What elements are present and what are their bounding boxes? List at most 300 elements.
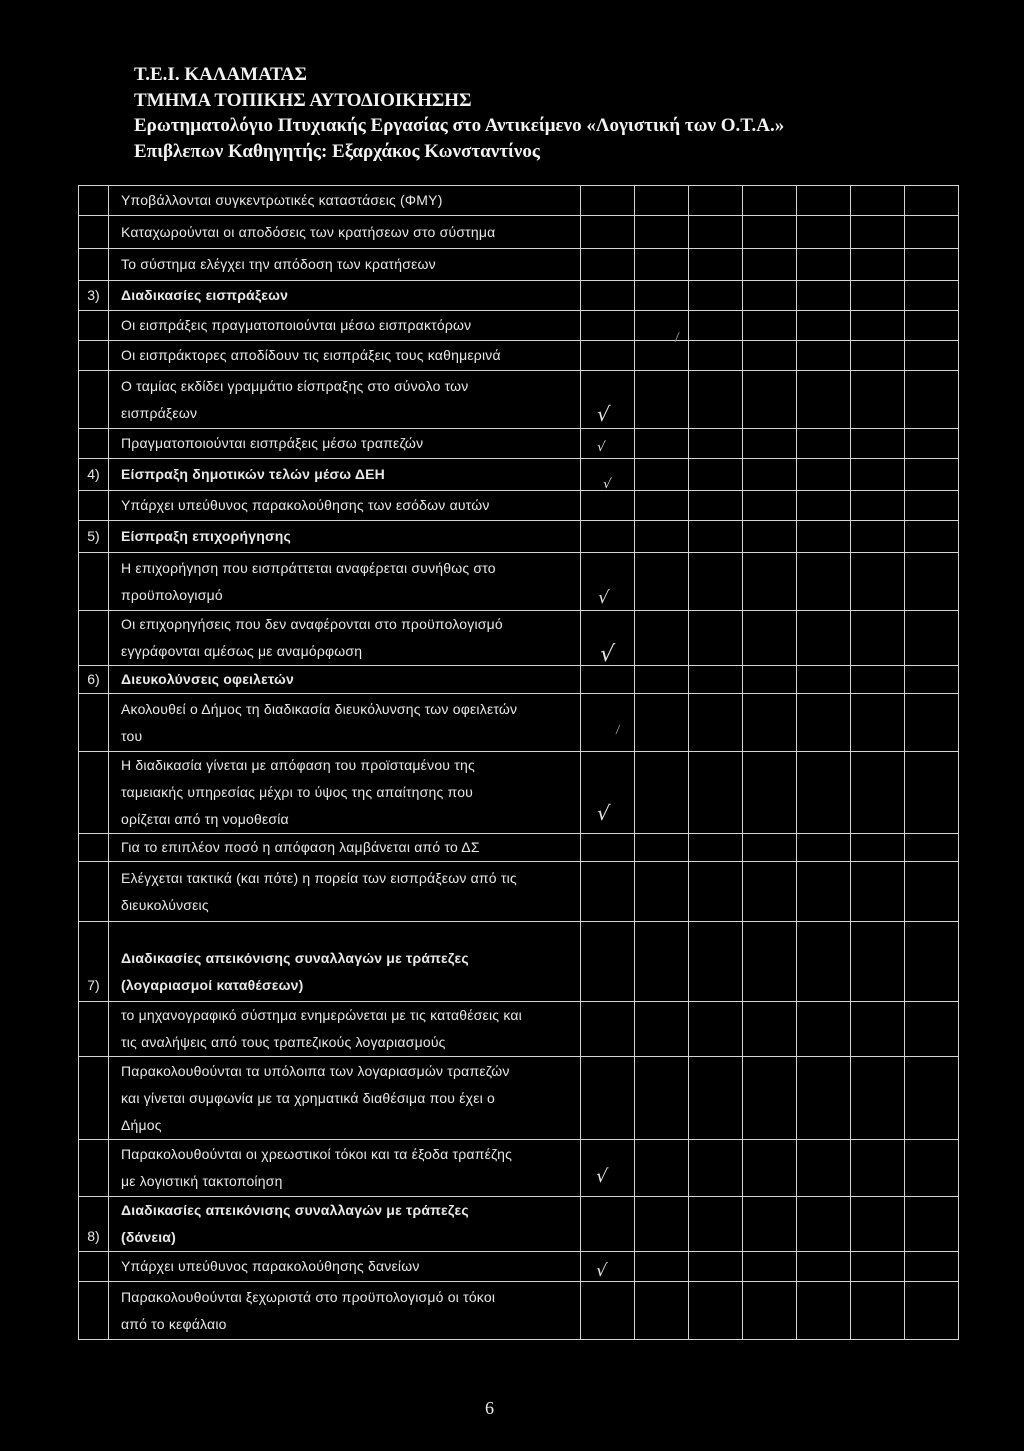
answer-cell	[689, 249, 743, 281]
answer-cell	[581, 429, 635, 459]
answer-cell	[851, 834, 905, 862]
department-name: ΤΜΗΜΑ ΤΟΠΙΚΗΣ ΑΥΤΟΔΙΟΙΚΗΣΗΣ	[134, 89, 472, 111]
section-number-cell	[79, 553, 109, 611]
answer-cell	[635, 666, 689, 694]
answer-cell	[689, 1140, 743, 1197]
questionnaire-table	[78, 185, 959, 1340]
answer-cell	[743, 834, 797, 862]
answer-cell	[689, 666, 743, 694]
answer-cell	[905, 1252, 959, 1282]
answer-cell	[743, 1197, 797, 1252]
answer-cell	[905, 371, 959, 429]
table-row	[79, 1282, 959, 1340]
answer-cell	[851, 1002, 905, 1057]
question-text	[109, 371, 581, 429]
question-text-line: ορίζεται από τη νομοθεσία	[121, 811, 289, 827]
answer-cell	[851, 371, 905, 429]
answer-cell	[797, 1252, 851, 1282]
answer-cell	[851, 1140, 905, 1197]
answer-cell	[851, 491, 905, 521]
answer-cell	[581, 862, 635, 922]
answer-cell	[797, 666, 851, 694]
answer-cell	[851, 666, 905, 694]
question-text-line: προϋπολογισμό	[121, 586, 223, 603]
table-row	[79, 553, 959, 611]
answer-cell	[797, 1140, 851, 1197]
answer-cell	[905, 491, 959, 521]
question-text-line: Υπάρχει υπεύθυνος παρακολούθησης δανείων	[121, 1258, 420, 1274]
answer-cell	[689, 459, 743, 491]
section-title-line: (δάνεια)	[121, 1229, 176, 1245]
answer-cell	[635, 459, 689, 491]
question-text-line: Παρακολουθούνται τα υπόλοιπα των λογαριασμών τραπεζών	[121, 1062, 510, 1079]
section-title-line: Είσπραξη επιχορήγησης	[121, 528, 291, 544]
section-title	[109, 666, 581, 694]
answer-cell	[581, 694, 635, 752]
question-text	[109, 249, 581, 281]
check-mark: /	[615, 722, 621, 736]
answer-cell	[689, 429, 743, 459]
answer-cell	[581, 371, 635, 429]
answer-cell	[851, 1252, 905, 1282]
answer-cell	[905, 666, 959, 694]
answer-cell	[689, 216, 743, 249]
questionnaire-body	[79, 186, 959, 1340]
answer-cell	[689, 922, 743, 1002]
question-text	[109, 1057, 581, 1140]
answer-cell	[905, 281, 959, 311]
answer-cell	[581, 1197, 635, 1252]
question-text-line: Πραγματοποιούνται εισπράξεις μέσω τραπεζών	[121, 435, 424, 451]
answer-cell	[851, 1057, 905, 1140]
section-number-cell	[79, 834, 109, 862]
question-text-line: τις αναλήψεις από τους τραπεζικούς λογαριασμούς	[121, 1034, 446, 1050]
answer-cell	[635, 1140, 689, 1197]
question-text-line: ταμειακής υπηρεσίας μέχρι το ύψος της απαίτησης που	[121, 784, 474, 800]
answer-cell	[581, 341, 635, 371]
question-text	[109, 1140, 581, 1197]
answer-cell	[905, 459, 959, 491]
question-text	[109, 1252, 581, 1282]
section-number-cell	[79, 429, 109, 459]
answer-cell	[743, 281, 797, 311]
answer-cell	[689, 752, 743, 834]
answer-cell	[743, 429, 797, 459]
section-number-cell	[79, 281, 109, 311]
answer-cell	[797, 862, 851, 922]
section-number-cell	[79, 694, 109, 752]
section-title	[109, 922, 581, 1002]
answer-cell	[797, 1057, 851, 1140]
answer-cell	[635, 311, 689, 345]
answer-cell	[689, 611, 743, 666]
question-text	[109, 1282, 581, 1340]
section-number-cell	[79, 186, 109, 216]
answer-cell	[635, 186, 689, 216]
answer-cell	[689, 1002, 743, 1057]
answer-cell	[635, 429, 689, 459]
answer-cell	[851, 459, 905, 491]
section-number-cell	[79, 249, 109, 281]
answer-cell	[851, 922, 905, 1002]
section-row	[79, 521, 959, 553]
page-number: 6	[485, 1398, 494, 1418]
answer-cell	[797, 553, 851, 611]
table-row	[79, 429, 959, 459]
question-text-line: Υποβάλλονται συγκεντρωτικές καταστάσεις (ΦΜΥ)	[121, 192, 443, 208]
answer-cell	[797, 1002, 851, 1057]
section-row	[79, 922, 959, 1002]
answer-cell	[905, 611, 959, 666]
question-text	[109, 862, 581, 922]
question-text	[109, 834, 581, 862]
answer-cell	[581, 922, 635, 1002]
answer-cell	[851, 694, 905, 752]
answer-cell	[581, 834, 635, 862]
answer-cell	[905, 429, 959, 459]
answer-cell	[635, 611, 689, 666]
answer-cell	[689, 371, 743, 429]
section-number: 7)	[87, 977, 100, 993]
answer-cell	[689, 862, 743, 922]
answer-cell	[743, 1002, 797, 1057]
answer-cell	[635, 491, 689, 521]
answer-cell	[905, 1140, 959, 1197]
answer-cell	[635, 1002, 689, 1057]
question-text-line: Παρακολουθούνται οι χρεωστικοί τόκοι και τα έξοδα τραπέζης	[121, 1146, 513, 1162]
question-text	[109, 341, 581, 371]
question-text-line: το μηχανογραφικό σύστημα ενημερώνεται με τις καταθέσεις και	[121, 1007, 522, 1023]
answer-cell	[743, 311, 797, 341]
table-row	[79, 491, 959, 521]
answer-cell	[581, 1057, 635, 1140]
answer-cell	[581, 281, 635, 311]
section-number-cell	[79, 862, 109, 922]
answer-cell	[635, 1252, 689, 1282]
answer-cell	[797, 491, 851, 521]
section-number: 5)	[87, 528, 100, 544]
section-title-line: Είσπραξη δημοτικών τελών μέσω ΔΕΗ	[121, 466, 385, 482]
table-row	[79, 1057, 959, 1140]
answer-cell	[635, 862, 689, 922]
answer-cell	[689, 834, 743, 862]
institution-name: Τ.Ε.Ι. ΚΑΛΑΜΑΤΑΣ	[134, 64, 307, 85]
answer-cell	[581, 491, 635, 521]
section-number-cell	[79, 311, 109, 341]
section-number-cell	[79, 491, 109, 521]
question-text-line: εισπράξεων	[121, 404, 198, 421]
question-text-line: Οι εισπράκτορες αποδίδουν τις εισπράξεις τους καθημερινά	[121, 347, 501, 363]
answer-cell	[851, 186, 905, 216]
answer-cell	[851, 752, 905, 834]
answer-cell	[635, 1197, 689, 1252]
section-number-cell	[79, 216, 109, 249]
answer-cell	[689, 1197, 743, 1252]
answer-cell	[851, 1282, 905, 1340]
section-number: 3)	[87, 287, 100, 303]
question-text	[109, 752, 581, 834]
answer-cell	[851, 216, 905, 249]
answer-cell	[689, 281, 743, 311]
question-text-line: Η επιχορήγηση που εισπράττεται αναφέρεται συνήθως στο	[121, 559, 496, 576]
question-text	[109, 491, 581, 521]
answer-cell	[905, 521, 959, 553]
check-mark: √	[595, 402, 612, 426]
answer-cell	[635, 281, 689, 311]
section-number-cell	[79, 1002, 109, 1057]
question-text	[109, 611, 581, 666]
answer-cell	[581, 1140, 635, 1197]
answer-cell	[851, 249, 905, 281]
answer-cell	[581, 249, 635, 281]
question-text	[109, 186, 581, 216]
table-row	[79, 311, 959, 341]
check-mark: √	[602, 476, 613, 492]
table-row	[79, 186, 959, 216]
answer-cell	[797, 371, 851, 429]
table-row	[79, 371, 959, 429]
answer-cell	[743, 862, 797, 922]
answer-cell	[689, 1252, 743, 1282]
answer-cell	[743, 371, 797, 429]
section-row	[79, 459, 959, 491]
table-row	[79, 752, 959, 834]
check-mark: √	[594, 1166, 609, 1188]
answer-cell	[905, 922, 959, 1002]
answer-cell	[851, 521, 905, 553]
answer-cell	[851, 281, 905, 311]
question-text-line: από το κεφάλαιο	[121, 1315, 227, 1332]
answer-cell	[797, 429, 851, 459]
question-text-line: Οι εισπράξεις πραγματοποιούνται μέσω εισπρακτόρων	[121, 317, 472, 333]
answer-cell	[743, 521, 797, 553]
answer-cell	[743, 611, 797, 666]
section-title	[109, 1197, 581, 1252]
answer-cell	[743, 1057, 797, 1140]
question-text	[109, 311, 581, 341]
table-row	[79, 249, 959, 281]
section-title-line: Διαδικασίες απεικόνισης συναλλαγών με τράπεζες	[121, 950, 469, 966]
answer-cell	[581, 752, 635, 834]
answer-cell	[581, 311, 635, 341]
section-number-cell	[79, 521, 109, 553]
answer-cell	[689, 521, 743, 553]
table-row	[79, 694, 959, 752]
answer-cell	[797, 611, 851, 666]
questionnaire-title: Ερωτηματολόγιο Πτυχιακής Εργασίας στο Αντικείμενο «Λογιστική των Ο.Τ.Α.»	[134, 115, 785, 137]
answer-cell	[905, 694, 959, 752]
question-text-line: εγγράφονται αμέσως με αναμόρφωση	[121, 643, 363, 659]
check-mark: √	[599, 641, 616, 667]
answer-cell	[851, 553, 905, 611]
answer-cell	[635, 694, 689, 752]
question-text-line: Η διαδικασία γίνεται με απόφαση του προϊσταμένου της	[121, 757, 475, 773]
answer-cell	[581, 459, 635, 491]
answer-cell	[797, 834, 851, 862]
answer-cell	[797, 459, 851, 491]
answer-cell	[905, 341, 959, 371]
section-number-cell	[79, 1252, 109, 1282]
answer-cell	[689, 553, 743, 611]
table-row	[79, 341, 959, 371]
section-title-line: Διαδικασίες εισπράξεων	[121, 287, 289, 303]
table-row	[79, 1140, 959, 1197]
section-title	[109, 521, 581, 553]
section-number-cell	[79, 922, 109, 1002]
answer-cell	[851, 862, 905, 922]
answer-cell	[635, 1057, 689, 1140]
answer-cell	[689, 186, 743, 216]
question-text-line: Ελέγχεται τακτικά (και πότε) η πορεία των εισπράξεων από τις	[121, 869, 517, 886]
answer-cell	[635, 752, 689, 834]
answer-cell	[905, 1282, 959, 1340]
section-number-cell	[79, 459, 109, 491]
answer-cell	[797, 521, 851, 553]
table-row	[79, 611, 959, 666]
answer-cell	[851, 429, 905, 459]
answer-cell	[797, 281, 851, 311]
answer-cell	[581, 1282, 635, 1340]
table-row	[79, 1252, 959, 1282]
answer-cell	[905, 311, 959, 341]
answer-cell	[743, 1140, 797, 1197]
question-text-line: με λογιστική τακτοποίηση	[121, 1173, 283, 1189]
answer-cell	[635, 216, 689, 249]
question-text	[109, 1002, 581, 1057]
answer-cell	[635, 553, 689, 611]
answer-cell	[851, 311, 905, 341]
section-number-cell	[79, 1197, 109, 1252]
answer-cell	[743, 666, 797, 694]
answer-cell	[581, 553, 635, 611]
question-text-line: Δήμος	[121, 1116, 162, 1133]
answer-cell	[689, 341, 743, 371]
answer-cell	[581, 1252, 635, 1282]
answer-cell	[905, 249, 959, 281]
answer-cell	[743, 922, 797, 1002]
table-row	[79, 1002, 959, 1057]
section-number-cell	[79, 371, 109, 429]
section-title	[109, 459, 581, 491]
question-text	[109, 429, 581, 459]
answer-cell	[797, 1282, 851, 1340]
table-row	[79, 216, 959, 249]
question-text-line: Υπάρχει υπεύθυνος παρακολούθησης των εσόδων αυτών	[121, 497, 490, 513]
answer-cell	[797, 311, 851, 341]
answer-cell	[635, 341, 689, 371]
section-number-cell	[79, 1057, 109, 1140]
answer-cell	[581, 521, 635, 553]
question-text-line: Για το επιπλέον ποσό η απόφαση λαμβάνεται από το ΔΣ	[121, 839, 480, 855]
answer-cell	[797, 694, 851, 752]
answer-cell	[689, 694, 743, 752]
answer-cell	[743, 553, 797, 611]
answer-cell	[689, 491, 743, 521]
question-text-line: Ακολουθεί ο Δήμος τη διαδικασία διευκόλυνσης των οφειλετών	[121, 700, 518, 717]
answer-cell	[797, 341, 851, 371]
question-text	[109, 216, 581, 249]
answer-cell	[905, 862, 959, 922]
section-title-line: Διαδικασίες απεικόνισης συναλλαγών με τράπεζες	[121, 1202, 469, 1218]
answer-cell	[797, 752, 851, 834]
answer-cell	[905, 186, 959, 216]
table-row	[79, 834, 959, 862]
answer-cell	[797, 922, 851, 1002]
document-header	[134, 62, 784, 165]
answer-cell	[905, 1002, 959, 1057]
section-number-cell	[79, 752, 109, 834]
section-title-line: Διευκολύνσεις οφειλετών	[121, 671, 295, 687]
question-text-line: και γίνεται συμφωνία με τα χρηματικά διαθέσιμα που έχει ο	[121, 1089, 496, 1106]
answer-cell	[581, 186, 635, 216]
section-number-cell	[79, 611, 109, 666]
section-number: 8)	[87, 1228, 100, 1244]
answer-cell	[905, 553, 959, 611]
section-number-cell	[79, 1140, 109, 1197]
answer-cell	[743, 491, 797, 521]
answer-cell	[851, 341, 905, 371]
question-text	[109, 553, 581, 611]
supervisor-line: Επιβλεπων Καθηγητής: Εξαρχάκος Κωνσταντίνος	[134, 141, 540, 163]
answer-cell	[581, 666, 635, 694]
answer-cell	[581, 1002, 635, 1057]
answer-cell	[635, 371, 689, 429]
answer-cell	[743, 341, 797, 371]
check-mark: /	[674, 330, 681, 345]
section-row	[79, 666, 959, 694]
answer-cell	[905, 752, 959, 834]
check-mark: √	[594, 1260, 608, 1281]
answer-cell	[635, 1282, 689, 1340]
answer-cell	[797, 1197, 851, 1252]
answer-cell	[635, 249, 689, 281]
answer-cell	[743, 1282, 797, 1340]
check-mark: √	[595, 801, 612, 825]
answer-cell	[743, 694, 797, 752]
section-number: 4)	[87, 466, 100, 482]
answer-cell	[689, 1057, 743, 1140]
section-number: 6)	[87, 671, 100, 687]
answer-cell	[905, 216, 959, 249]
check-mark: √	[596, 439, 607, 455]
question-text-line: Το σύστημα ελέγχει την απόδοση των κρατήσεων	[121, 256, 436, 272]
answer-cell	[743, 249, 797, 281]
section-title	[109, 281, 581, 311]
section-title-line: (λογαριασμοί καταθέσεων)	[121, 977, 304, 993]
answer-cell	[905, 1197, 959, 1252]
answer-cell	[797, 216, 851, 249]
section-number-cell	[79, 341, 109, 371]
section-row	[79, 281, 959, 311]
question-text-line: Ο ταμίας εκδίδει γραμμάτιο είσπραξης στο σύνολο των	[121, 377, 469, 394]
question-text-line: του	[121, 727, 143, 744]
answer-cell	[743, 752, 797, 834]
answer-cell	[905, 1057, 959, 1140]
answer-cell	[689, 1282, 743, 1340]
answer-cell	[743, 216, 797, 249]
answer-cell	[851, 611, 905, 666]
section-number-cell	[79, 1282, 109, 1340]
question-text-line: Παρακολουθούνται ξεχωριστά στο προϋπολογισμό οι τόκοι	[121, 1288, 496, 1305]
answer-cell	[743, 459, 797, 491]
answer-cell	[743, 1252, 797, 1282]
answer-cell	[635, 521, 689, 553]
section-row	[79, 1197, 959, 1252]
check-mark: √	[596, 587, 610, 608]
answer-cell	[635, 834, 689, 862]
answer-cell	[797, 249, 851, 281]
table-row	[79, 862, 959, 922]
